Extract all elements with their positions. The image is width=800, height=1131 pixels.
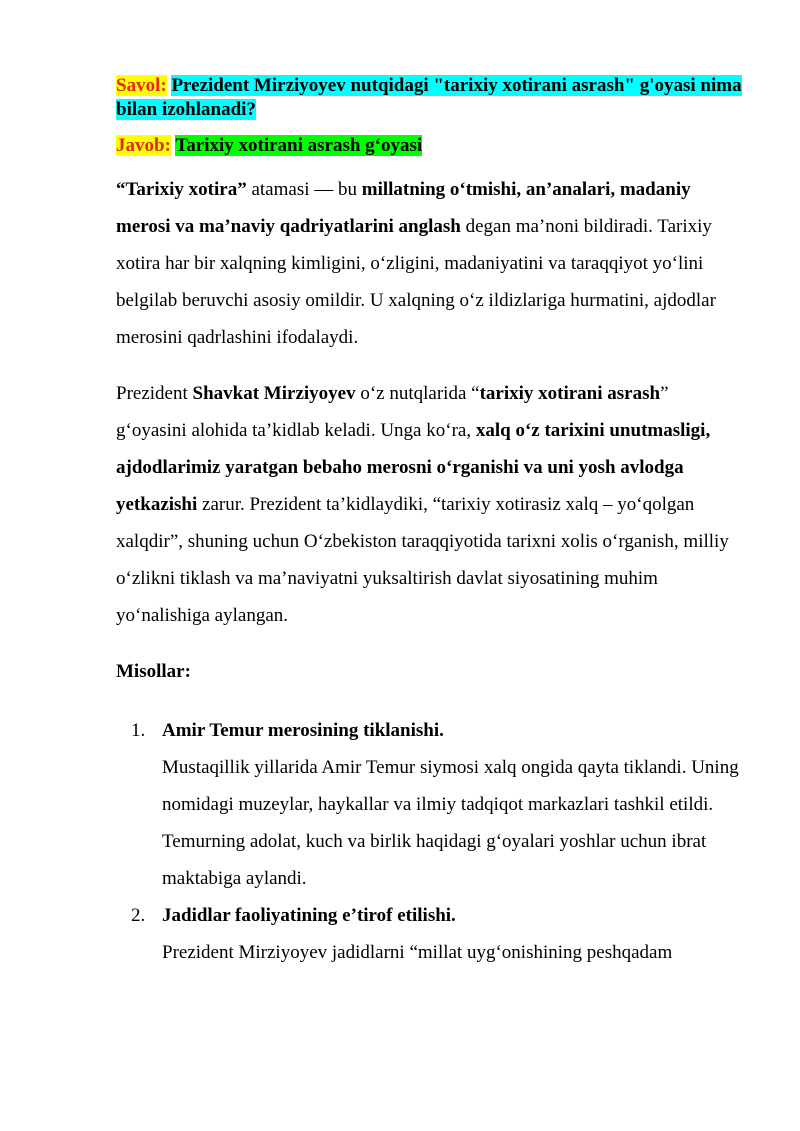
para2-text-c: ” g‘oyasini alohida ta’kidlab keladi. Unga ko‘ra, [116, 383, 669, 441]
para2-text-d: zarur. Prezident ta’kidlaydiki, “tarixiy xotirasiz xalq – yo‘qolgan xalqdir”, shuning uchun O‘zbekiston taraqqiyotida tarixni xolis o‘rganish, milliy o‘zlikni tiklash va ma’naviyatni yuksaltirish davlat siyosatining muhim yo‘nalishiga aylangan. [116, 494, 729, 626]
para1-text-a: atamasi — bu [246, 179, 362, 200]
list-item [116, 712, 742, 897]
list-item-description: Prezident Mirziyoyev jadidlarni “millat uyg‘onishining peshqadam [162, 942, 673, 963]
president-name: Shavkat Mirziyoyev [192, 383, 356, 404]
para2-text-b: o‘z nutqlarida “ [355, 383, 480, 404]
answer-label: Javob: [116, 135, 171, 156]
list-item-number: 2. [131, 905, 146, 926]
list-item-description: Mustaqillik yillarida Amir Temur siymosi xalq ongida qayta tiklandi. Uning nomidagi muzeylar, haykallar va ilmiy tadqiqot markazlari tashkil etildi. Temurning adolat, kuch va birlik haqidagi g‘oyalari yoshlar uchun ibrat maktabiga aylandi. [162, 757, 739, 889]
paragraph-definition [116, 171, 742, 356]
answer-title: Tarixiy xotirani asrash g‘oyasi [175, 135, 423, 156]
question-label: Savol: [116, 75, 167, 96]
duty-emphasis: xalq o‘z tarixini unutmasligi, ajdodlarimiz yaratgan bebaho merosni o‘rganishi va uni yosh avlodga yetkazishi [116, 420, 711, 515]
list-item [116, 897, 742, 971]
examples-list [116, 712, 742, 971]
answer-line [116, 134, 742, 158]
examples-heading: Misollar: [116, 661, 191, 682]
list-item-title: Jadidlar faoliyatining e’tirof etilishi. [162, 905, 456, 926]
question-text: Prezident Mirziyoyev nutqidagi "tarixiy xotirani asrash" g'oyasi nima bilan izohlanadi? [116, 75, 742, 120]
list-item-number: 1. [131, 720, 146, 741]
term-tarixiy-xotira: “Tarixiy xotira” [116, 179, 247, 200]
para1-text-b: degan ma’noni bildiradi. Tarixiy xotira har bir xalqning kimligini, o‘zligini, madaniyatini va taraqqiyot yo‘lini belgilab beruvchi asosiy omildir. U xalqning o‘z ildizlariga hurmatini, ajdodlar merosini qadrlashini ifodalaydi. [116, 216, 716, 348]
list-item-title: Amir Temur merosining tiklanishi. [162, 720, 444, 741]
idea-emphasis: tarixiy xotirani asrash [479, 383, 661, 404]
paragraph-president [116, 375, 742, 634]
definition-emphasis: millatning o‘tmishi, an’analari, madaniy merosi va ma’naviy qadriyatlarini anglash [116, 179, 691, 237]
question-line [116, 74, 742, 122]
para2-text-a: Prezident [116, 383, 193, 404]
